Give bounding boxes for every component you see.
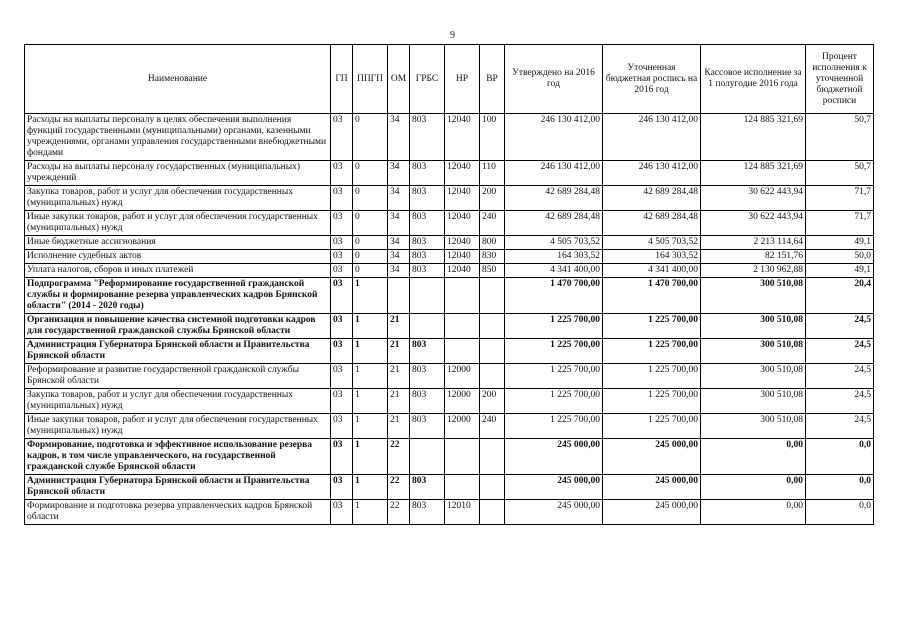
cell-percent: 24,5 <box>806 389 874 414</box>
cell-refined: 4 505 703,52 <box>603 236 701 250</box>
cell-gp: 03 <box>331 475 353 500</box>
cell-om: 34 <box>388 114 410 161</box>
cell-name: Администрация Губернатора Брянской области и Правительства Брянской области <box>25 339 331 364</box>
table-row <box>25 339 874 364</box>
table-row <box>25 414 874 439</box>
cell-ppgp: 1 <box>353 278 388 314</box>
cell-gp: 03 <box>331 236 353 250</box>
cell-om: 21 <box>388 339 410 364</box>
cell-np: 12040 <box>445 186 480 211</box>
cell-vr: 240 <box>480 211 505 236</box>
cell-approved: 1 225 700,00 <box>505 389 603 414</box>
cell-grbs: 803 <box>410 250 445 264</box>
cell-cash: 0,00 <box>701 439 806 475</box>
cell-vr <box>480 439 505 475</box>
cell-ppgp: 0 <box>353 186 388 211</box>
cell-name: Администрация Губернатора Брянской области и Правительства Брянской области <box>25 475 331 500</box>
cell-gp: 03 <box>331 211 353 236</box>
header-name: Наименование <box>25 45 331 114</box>
cell-approved: 1 225 700,00 <box>505 339 603 364</box>
cell-percent: 49,1 <box>806 264 874 278</box>
cell-cash: 0,00 <box>701 500 806 525</box>
cell-gp: 03 <box>331 114 353 161</box>
cell-vr: 800 <box>480 236 505 250</box>
cell-vr <box>480 314 505 339</box>
cell-refined: 245 000,00 <box>603 475 701 500</box>
cell-percent: 49,1 <box>806 236 874 250</box>
cell-name: Закупка товаров, работ и услуг для обеспечения государственных (муниципальных) нужд <box>25 389 331 414</box>
cell-om: 34 <box>388 186 410 211</box>
cell-name: Формирование и подготовка резерва управленческих кадров Брянской области <box>25 500 331 525</box>
cell-cash: 30 622 443,94 <box>701 211 806 236</box>
cell-approved: 4 505 703,52 <box>505 236 603 250</box>
header-cash: Кассовое исполнение за 1 полугодие 2016 года <box>701 45 806 114</box>
cell-np <box>445 339 480 364</box>
cell-np: 12040 <box>445 264 480 278</box>
cell-cash: 82 151,76 <box>701 250 806 264</box>
cell-approved: 246 130 412,00 <box>505 161 603 186</box>
cell-refined: 164 303,52 <box>603 250 701 264</box>
cell-om: 21 <box>388 389 410 414</box>
cell-refined: 42 689 284,48 <box>603 211 701 236</box>
cell-np: 12040 <box>445 250 480 264</box>
cell-name: Закупка товаров, работ и услуг для обеспечения государственных (муниципальных) нужд <box>25 186 331 211</box>
cell-vr: 110 <box>480 161 505 186</box>
cell-name: Исполнение судебных актов <box>25 250 331 264</box>
table-row <box>25 211 874 236</box>
cell-gp: 03 <box>331 314 353 339</box>
cell-percent: 24,5 <box>806 364 874 389</box>
cell-om: 21 <box>388 364 410 389</box>
cell-refined: 246 130 412,00 <box>603 161 701 186</box>
cell-name: Формирование, подготовка и эффективное использование резерва кадров, в том числе управленческого, на государственной гражданской службе Брянской области <box>25 439 331 475</box>
cell-name: Организация и повышение качества системной подготовки кадров для государственной гражданской службы Брянской области <box>25 314 331 339</box>
cell-grbs: 803 <box>410 500 445 525</box>
cell-om: 22 <box>388 439 410 475</box>
cell-grbs <box>410 439 445 475</box>
cell-ppgp: 0 <box>353 161 388 186</box>
cell-ppgp: 0 <box>353 236 388 250</box>
cell-name: Уплата налогов, сборов и иных платежей <box>25 264 331 278</box>
table-row <box>25 439 874 475</box>
cell-vr: 240 <box>480 414 505 439</box>
cell-refined: 42 689 284,48 <box>603 186 701 211</box>
cell-grbs: 803 <box>410 211 445 236</box>
cell-grbs: 803 <box>410 339 445 364</box>
table-row <box>25 389 874 414</box>
cell-grbs: 803 <box>410 364 445 389</box>
cell-refined: 4 341 400,00 <box>603 264 701 278</box>
cell-approved: 4 341 400,00 <box>505 264 603 278</box>
header-grbs: ГРБС <box>410 45 445 114</box>
cell-gp: 03 <box>331 414 353 439</box>
table-row <box>25 186 874 211</box>
header-row <box>25 45 874 114</box>
cell-np <box>445 278 480 314</box>
cell-name: Иные закупки товаров, работ и услуг для обеспечения государственных (муниципальных) нужд <box>25 211 331 236</box>
cell-percent: 24,5 <box>806 314 874 339</box>
cell-np <box>445 439 480 475</box>
cell-percent: 50,7 <box>806 161 874 186</box>
cell-grbs <box>410 314 445 339</box>
cell-approved: 1 470 700,00 <box>505 278 603 314</box>
cell-cash: 300 510,08 <box>701 364 806 389</box>
cell-ppgp: 1 <box>353 364 388 389</box>
cell-om: 34 <box>388 211 410 236</box>
cell-gp: 03 <box>331 500 353 525</box>
cell-np: 12000 <box>445 414 480 439</box>
header-gp: ГП <box>331 45 353 114</box>
table-row <box>25 500 874 525</box>
cell-ppgp: 1 <box>353 414 388 439</box>
cell-grbs: 803 <box>410 389 445 414</box>
cell-approved: 245 000,00 <box>505 500 603 525</box>
cell-refined: 246 130 412,00 <box>603 114 701 161</box>
cell-cash: 300 510,08 <box>701 314 806 339</box>
cell-cash: 2 213 114,64 <box>701 236 806 250</box>
table-row <box>25 278 874 314</box>
cell-ppgp: 0 <box>353 250 388 264</box>
cell-np: 12010 <box>445 500 480 525</box>
header-om: ОМ <box>388 45 410 114</box>
cell-ppgp: 1 <box>353 314 388 339</box>
cell-approved: 245 000,00 <box>505 475 603 500</box>
cell-name: Подпрограмма "Реформирование государственной гражданской службы и формирование резерва управленческих кадров Брянской области" (2014 - 2020 годы) <box>25 278 331 314</box>
cell-refined: 1 470 700,00 <box>603 278 701 314</box>
header-np: НР <box>445 45 480 114</box>
cell-om: 22 <box>388 475 410 500</box>
header-approved: Утверждено на 2016 год <box>505 45 603 114</box>
cell-refined: 1 225 700,00 <box>603 414 701 439</box>
cell-approved: 246 130 412,00 <box>505 114 603 161</box>
cell-gp: 03 <box>331 364 353 389</box>
cell-vr: 200 <box>480 186 505 211</box>
cell-np: 12040 <box>445 161 480 186</box>
cell-vr <box>480 475 505 500</box>
cell-om: 21 <box>388 314 410 339</box>
cell-approved: 1 225 700,00 <box>505 314 603 339</box>
cell-np: 12000 <box>445 389 480 414</box>
cell-gp: 03 <box>331 250 353 264</box>
cell-gp: 03 <box>331 264 353 278</box>
cell-grbs: 803 <box>410 414 445 439</box>
cell-percent: 24,5 <box>806 414 874 439</box>
table-row <box>25 114 874 161</box>
cell-vr <box>480 278 505 314</box>
cell-gp: 03 <box>331 161 353 186</box>
cell-np: 12000 <box>445 364 480 389</box>
page-number: 9 <box>450 30 455 41</box>
cell-refined: 1 225 700,00 <box>603 364 701 389</box>
cell-np: 12040 <box>445 236 480 250</box>
cell-ppgp: 1 <box>353 389 388 414</box>
cell-np <box>445 475 480 500</box>
cell-ppgp: 1 <box>353 439 388 475</box>
cell-cash: 300 510,08 <box>701 389 806 414</box>
cell-name: Иные бюджетные ассигнования <box>25 236 331 250</box>
cell-percent: 0,0 <box>806 475 874 500</box>
cell-gp: 03 <box>331 339 353 364</box>
cell-percent: 20,4 <box>806 278 874 314</box>
cell-gp: 03 <box>331 389 353 414</box>
cell-cash: 300 510,08 <box>701 414 806 439</box>
cell-gp: 03 <box>331 186 353 211</box>
cell-vr: 100 <box>480 114 505 161</box>
cell-grbs: 803 <box>410 161 445 186</box>
cell-ppgp: 0 <box>353 114 388 161</box>
cell-approved: 42 689 284,48 <box>505 211 603 236</box>
cell-approved: 1 225 700,00 <box>505 414 603 439</box>
cell-vr: 200 <box>480 389 505 414</box>
cell-ppgp: 1 <box>353 500 388 525</box>
cell-om: 34 <box>388 236 410 250</box>
cell-ppgp: 1 <box>353 475 388 500</box>
cell-name: Иные закупки товаров, работ и услуг для обеспечения государственных (муниципальных) нужд <box>25 414 331 439</box>
cell-gp: 03 <box>331 278 353 314</box>
table-row <box>25 161 874 186</box>
table-row <box>25 264 874 278</box>
cell-cash: 300 510,08 <box>701 339 806 364</box>
cell-percent: 71,7 <box>806 186 874 211</box>
cell-cash: 300 510,08 <box>701 278 806 314</box>
cell-percent: 50,0 <box>806 250 874 264</box>
cell-refined: 1 225 700,00 <box>603 314 701 339</box>
cell-refined: 1 225 700,00 <box>603 389 701 414</box>
cell-vr: 830 <box>480 250 505 264</box>
cell-cash: 124 885 321,69 <box>701 161 806 186</box>
cell-name: Расходы на выплаты персоналу государственных (муниципальных) учреждений <box>25 161 331 186</box>
cell-om <box>388 278 410 314</box>
header-vr: ВР <box>480 45 505 114</box>
cell-cash: 30 622 443,94 <box>701 186 806 211</box>
cell-percent: 0,0 <box>806 439 874 475</box>
cell-approved: 245 000,00 <box>505 439 603 475</box>
cell-cash: 0,00 <box>701 475 806 500</box>
cell-refined: 1 225 700,00 <box>603 339 701 364</box>
cell-om: 34 <box>388 161 410 186</box>
cell-percent: 0,0 <box>806 500 874 525</box>
cell-cash: 124 885 321,69 <box>701 114 806 161</box>
cell-vr <box>480 364 505 389</box>
table-row <box>25 314 874 339</box>
cell-gp: 03 <box>331 439 353 475</box>
header-refined: Уточненная бюджетная роспись на 2016 год <box>603 45 701 114</box>
cell-cash: 2 130 962,88 <box>701 264 806 278</box>
cell-vr: 850 <box>480 264 505 278</box>
cell-approved: 42 689 284,48 <box>505 186 603 211</box>
cell-ppgp: 0 <box>353 211 388 236</box>
table-row <box>25 236 874 250</box>
cell-percent: 24,5 <box>806 339 874 364</box>
header-ppgp: ППГП <box>353 45 388 114</box>
cell-name: Реформирование и развитие государственной гражданской службы Брянской области <box>25 364 331 389</box>
cell-approved: 164 303,52 <box>505 250 603 264</box>
cell-om: 34 <box>388 264 410 278</box>
budget-table <box>24 44 874 525</box>
cell-refined: 245 000,00 <box>603 500 701 525</box>
cell-np <box>445 314 480 339</box>
table-row <box>25 475 874 500</box>
cell-om: 34 <box>388 250 410 264</box>
cell-np: 12040 <box>445 211 480 236</box>
cell-grbs: 803 <box>410 475 445 500</box>
cell-approved: 1 225 700,00 <box>505 364 603 389</box>
cell-om: 21 <box>388 414 410 439</box>
table-row <box>25 250 874 264</box>
cell-percent: 50,7 <box>806 114 874 161</box>
header-percent: Процент исполнения к уточненной бюджетной росписи <box>806 45 874 114</box>
cell-np: 12040 <box>445 114 480 161</box>
cell-vr <box>480 500 505 525</box>
cell-ppgp: 1 <box>353 339 388 364</box>
cell-grbs: 803 <box>410 186 445 211</box>
cell-refined: 245 000,00 <box>603 439 701 475</box>
cell-grbs: 803 <box>410 236 445 250</box>
cell-om: 22 <box>388 500 410 525</box>
cell-grbs: 803 <box>410 264 445 278</box>
cell-grbs: 803 <box>410 114 445 161</box>
cell-ppgp: 0 <box>353 264 388 278</box>
cell-vr <box>480 339 505 364</box>
table-row <box>25 364 874 389</box>
cell-grbs <box>410 278 445 314</box>
cell-percent: 71,7 <box>806 211 874 236</box>
cell-name: Расходы на выплаты персоналу в целях обеспечения выполнения функций государственными (муниципальными) органами, казенными учреждениями, органами управления государственными внебюджетными фондами <box>25 114 331 161</box>
